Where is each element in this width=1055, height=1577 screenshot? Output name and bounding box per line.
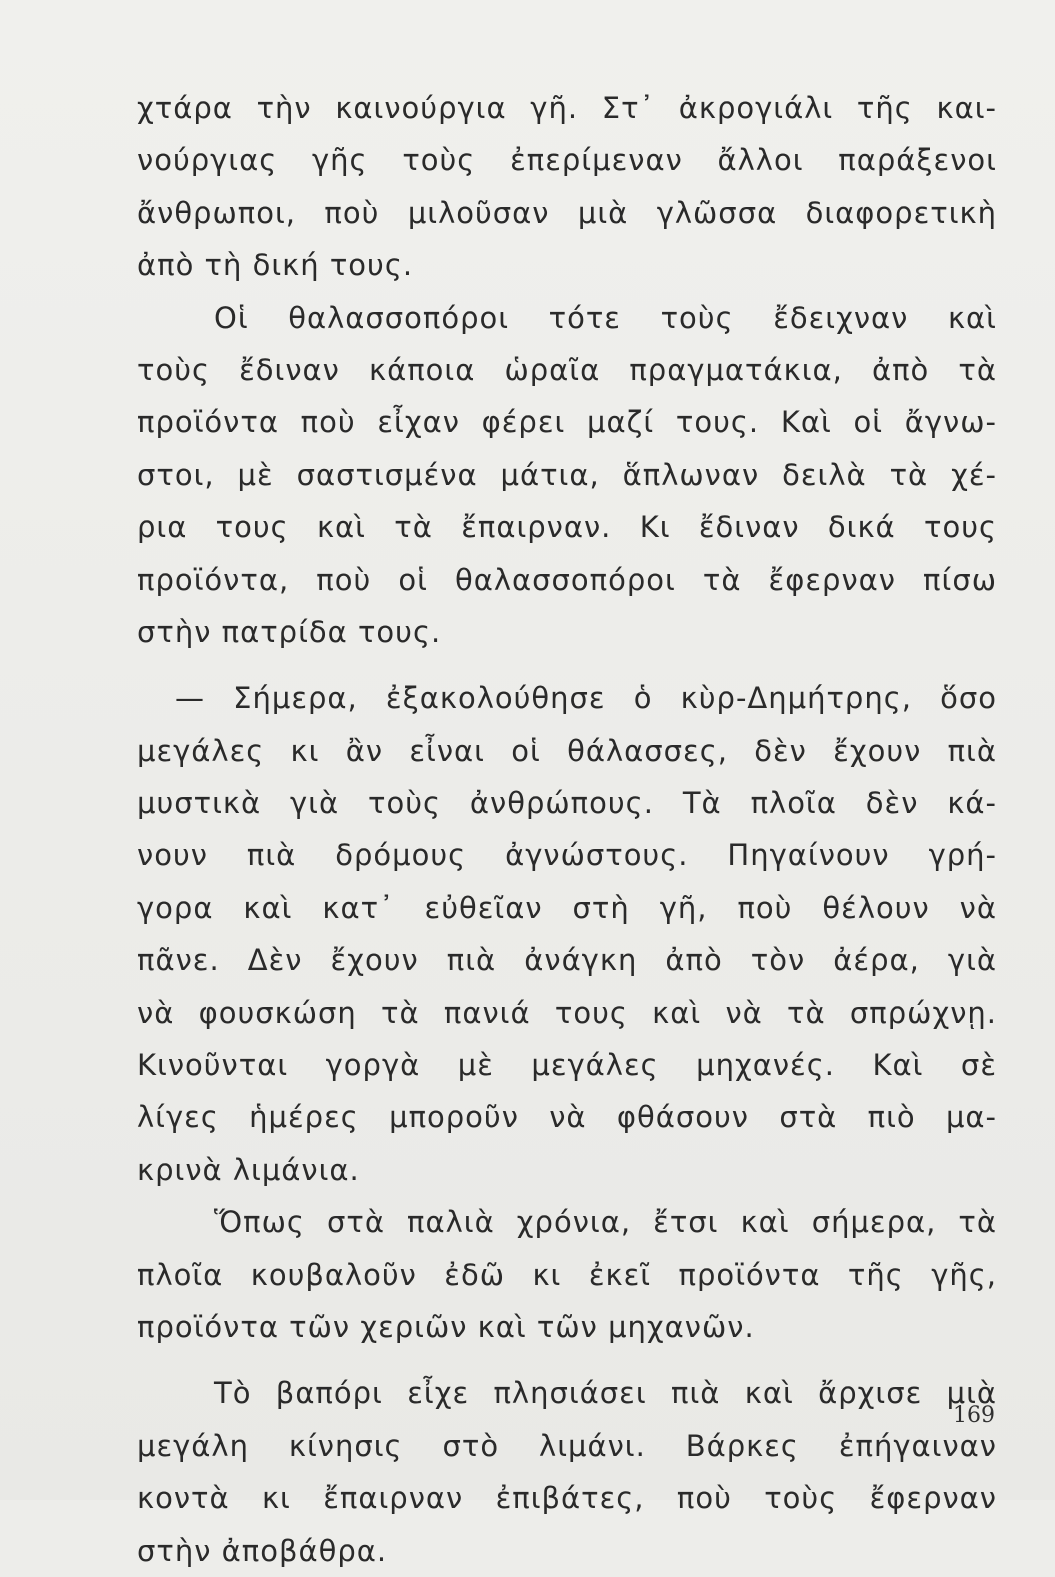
text-line: μεγάλες κι ἂν εἶναι οἱ θάλασσες, δὲν ἔχουν πιὰ	[137, 733, 997, 768]
text-line: Κινοῦνται γοργὰ μὲ μεγάλες μηχανές. Καὶ σὲ	[137, 1048, 997, 1083]
paragraph-3	[137, 672, 997, 1196]
text-line: πᾶνε. Δὲν ἔχουν πιὰ ἀνάγκη ἀπὸ τὸν ἀέρα, γιὰ	[137, 943, 997, 978]
text-line: προϊόντα ποὺ εἶχαν φέρει μαζί τους. Καὶ οἱ ἄγνω-	[137, 405, 997, 440]
page-number: 169	[953, 1403, 995, 1428]
text-line: Ὅπως στὰ παλιὰ χρόνια, ἔτσι καὶ σήμερα, τὰ	[214, 1205, 997, 1240]
text-line: γορα καὶ κατ᾽ εὐθεῖαν στὴ γῆ, ποὺ θέλουν νὰ	[137, 890, 997, 925]
text-line: στὴν ἀποβάθρα.	[137, 1533, 388, 1568]
text-line: τοὺς ἔδιναν κάποια ὡραῖα πραγματάκια, ἀπὸ τὰ	[137, 352, 997, 387]
text-line: στὴν πατρίδα τους.	[137, 614, 442, 649]
text-line: μεγάλη κίνησις στὸ λιμάνι. Βάρκες ἐπήγαιναν	[137, 1428, 997, 1463]
text-line: νούργιας γῆς τοὺς ἐπερίμεναν ἄλλοι παράξενοι	[137, 143, 997, 178]
text-line: Τὸ βαπόρι εἶχε πλησιάσει πιὰ καὶ ἄρχισε μιὰ	[214, 1376, 997, 1411]
page-text	[137, 82, 997, 1577]
paragraph-1	[137, 82, 997, 292]
text-line: προϊόντα τῶν χεριῶν καὶ τῶν μηχανῶν.	[137, 1309, 755, 1344]
text-line: κρινὰ λιμάνια.	[137, 1152, 360, 1187]
paragraph-5	[137, 1367, 997, 1577]
text-line: ἀπὸ τὴ δική τους.	[137, 248, 414, 283]
text-line: ἄνθρωποι, ποὺ μιλοῦσαν μιὰ γλῶσσα διαφορετικὴ	[137, 195, 997, 230]
text-line: κοντὰ κι ἔπαιρναν ἐπιβάτες, ποὺ τοὺς ἔφερναν	[137, 1481, 997, 1516]
paragraph-2	[137, 292, 997, 659]
text-line: — Σήμερα, ἐξακολούθησε ὁ κὺρ-Δημήτρης, ὅσο	[175, 681, 997, 716]
text-line: λίγες ἡμέρες μποροῦν νὰ φθάσουν στὰ πιὸ μα-	[137, 1100, 997, 1135]
text-line: Οἱ θαλασσοπόροι τότε τοὺς ἔδειχναν καὶ	[214, 300, 997, 335]
text-line: πλοῖα κουβαλοῦν ἐδῶ κι ἐκεῖ προϊόντα τῆς γῆς,	[137, 1257, 997, 1292]
text-line: μυστικὰ γιὰ τοὺς ἀνθρώπους. Τὰ πλοῖα δὲν κά-	[137, 786, 997, 821]
text-line: προϊόντα, ποὺ οἱ θαλασσοπόροι τὰ ἔφερναν πίσω	[137, 562, 997, 597]
text-line: χτάρα τὴν καινούργια γῆ. Στ᾽ ἀκρογιάλι τῆς και-	[137, 91, 997, 125]
text-line: ρια τους καὶ τὰ ἔπαιρναν. Κι ἔδιναν δικά τους	[137, 510, 997, 545]
text-line: νουν πιὰ δρόμους ἀγνώστους. Πηγαίνουν γρή-	[137, 838, 997, 873]
text-line: στοι, μὲ σαστισμένα μάτια, ἅπλωναν δειλὰ τὰ χέ-	[137, 457, 997, 492]
paragraph-4	[137, 1196, 997, 1353]
text-line: νὰ φουσκώση τὰ πανιά τους καὶ νὰ τὰ σπρώχνῃ.	[137, 995, 997, 1030]
